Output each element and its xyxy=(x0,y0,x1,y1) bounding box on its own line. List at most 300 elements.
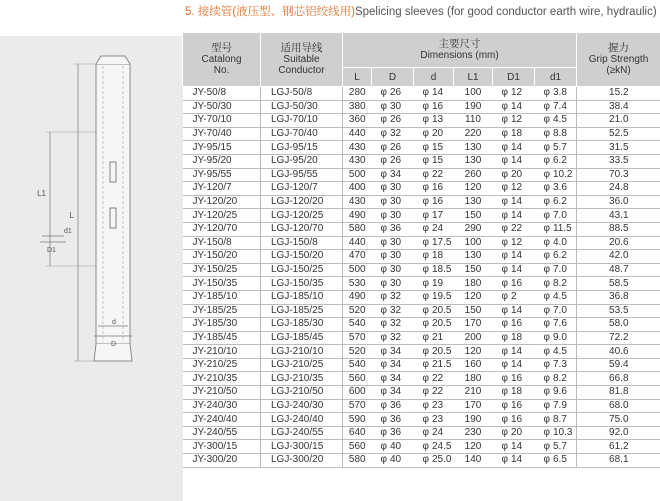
cell-d-inner xyxy=(414,154,454,168)
cell-value: LGJ-150/35 xyxy=(271,277,324,289)
cell-value: 30 xyxy=(389,196,402,208)
phi-symbol: φ xyxy=(422,87,429,99)
phi-symbol: φ xyxy=(543,264,550,276)
cell-l xyxy=(343,141,372,155)
phi-symbol: φ xyxy=(543,155,550,167)
phi-symbol: φ xyxy=(380,427,387,439)
cell-d-inner xyxy=(414,358,454,372)
cell-value: 210 xyxy=(464,386,482,398)
header-model-cn: 型号 xyxy=(211,42,232,54)
cell-l xyxy=(343,399,372,413)
cell-value: 13 xyxy=(431,114,444,126)
phi-symbol: φ xyxy=(422,413,429,425)
phi-symbol: φ xyxy=(422,304,429,316)
cell-value: 7.9 xyxy=(552,399,567,411)
cell-value: 2 xyxy=(510,291,517,303)
phi-symbol: φ xyxy=(422,250,429,262)
cell-value: 17.5 xyxy=(431,236,452,248)
cell-value: 7.0 xyxy=(552,264,567,276)
cell-l xyxy=(343,318,372,332)
cell-value: 36.0 xyxy=(609,196,629,208)
cell-d-outer xyxy=(372,127,414,141)
phi-symbol: φ xyxy=(380,304,387,316)
cell-value: 9.0 xyxy=(552,331,567,343)
cell-model xyxy=(183,222,261,236)
phi-symbol: φ xyxy=(501,87,508,99)
cell-d-outer xyxy=(372,168,414,182)
table-row xyxy=(183,250,660,264)
cell-value: 290 xyxy=(464,223,482,235)
table-row xyxy=(183,114,660,128)
cell-model xyxy=(183,331,261,345)
cell-grip xyxy=(577,331,660,345)
cell-value: 20.5 xyxy=(431,345,452,357)
cell-value: 8.7 xyxy=(552,413,567,425)
table-body xyxy=(183,87,660,468)
cell-d-inner xyxy=(414,440,454,454)
cell-d-outer xyxy=(372,87,414,101)
cell-value: JY-120/20 xyxy=(192,196,238,208)
cell-value: 32 xyxy=(389,331,402,343)
cell-value: 10.3 xyxy=(552,427,573,439)
cell-l xyxy=(343,250,372,264)
cell-l xyxy=(343,236,372,250)
cell-value: 6.5 xyxy=(552,454,567,466)
cell-d1-inner xyxy=(535,263,577,277)
cell-d-inner xyxy=(414,250,454,264)
cell-d1-inner xyxy=(535,331,577,345)
cell-value: 14 xyxy=(510,100,523,112)
subheader-l1: L1 xyxy=(454,68,493,87)
cell-value: 43.1 xyxy=(609,209,629,221)
section-title-en: Spelicing sleeves (for good conductor earth wire, hydraulic) xyxy=(354,6,657,18)
cell-d1-inner xyxy=(535,222,577,236)
table-row xyxy=(183,168,660,182)
cell-d-inner xyxy=(414,372,454,386)
cell-grip xyxy=(577,236,660,250)
cell-l1 xyxy=(454,222,493,236)
cell-model xyxy=(183,154,261,168)
cell-model xyxy=(183,454,261,468)
cell-d1-outer xyxy=(493,386,535,400)
cell-value: JY-150/35 xyxy=(192,277,238,289)
cell-l1 xyxy=(454,195,493,209)
phi-symbol: φ xyxy=(501,114,508,126)
cell-value: 31.5 xyxy=(609,141,629,153)
cell-d1-outer xyxy=(493,304,535,318)
cell-value: 430 xyxy=(348,155,366,167)
cell-value: 19.5 xyxy=(431,291,452,303)
cell-value: LGJ-185/10 xyxy=(271,291,324,303)
cell-value: LGJ-300/15 xyxy=(271,440,324,452)
cell-grip xyxy=(577,195,660,209)
cell-d1-outer xyxy=(493,222,535,236)
phi-symbol: φ xyxy=(380,114,387,126)
cell-value: 26 xyxy=(389,141,402,153)
phi-symbol: φ xyxy=(501,304,508,316)
cell-value: 21.0 xyxy=(609,114,629,126)
phi-symbol: φ xyxy=(422,141,429,153)
phi-symbol: φ xyxy=(543,141,550,153)
phi-symbol: φ xyxy=(422,291,429,303)
cell-d1-inner xyxy=(535,141,577,155)
cell-l1 xyxy=(454,454,493,468)
cell-model xyxy=(183,87,261,101)
cell-grip xyxy=(577,168,660,182)
cell-l xyxy=(343,426,372,440)
cell-l xyxy=(343,263,372,277)
cell-d-outer xyxy=(372,182,414,196)
cell-grip xyxy=(577,114,660,128)
cell-value: 22 xyxy=(431,168,444,180)
cell-value: LGJ-185/30 xyxy=(271,318,324,330)
cell-value: 40 xyxy=(389,440,402,452)
cell-value: JY-50/8 xyxy=(192,87,227,99)
cell-value: 360 xyxy=(348,114,366,126)
cell-value: 10.2 xyxy=(552,168,573,180)
cell-value: LGJ-50/30 xyxy=(271,100,318,112)
cell-value: JY-210/35 xyxy=(192,372,238,384)
cell-value: JY-300/15 xyxy=(192,440,238,452)
cell-d-inner xyxy=(414,195,454,209)
cell-d1-inner xyxy=(535,399,577,413)
cell-value: LGJ-95/15 xyxy=(271,141,318,153)
cell-value: JY-185/25 xyxy=(192,304,238,316)
cell-value: 500 xyxy=(348,264,366,276)
cell-value: JY-185/30 xyxy=(192,318,238,330)
cell-model xyxy=(183,182,261,196)
cell-conductor xyxy=(261,263,343,277)
cell-d-outer xyxy=(372,154,414,168)
cell-l xyxy=(343,386,372,400)
phi-symbol: φ xyxy=(543,386,550,398)
phi-symbol: φ xyxy=(543,87,550,99)
header-conductor-en1: Suitable xyxy=(283,54,320,65)
cell-value: 48.7 xyxy=(609,264,629,276)
cell-l xyxy=(343,209,372,223)
phi-symbol: φ xyxy=(422,345,429,357)
cell-d-inner xyxy=(414,386,454,400)
cell-model xyxy=(183,168,261,182)
cell-value: 20.6 xyxy=(609,236,629,248)
cell-d-outer xyxy=(372,263,414,277)
cell-value: 7.3 xyxy=(552,359,567,371)
phi-symbol: φ xyxy=(501,331,508,343)
cell-value: 20 xyxy=(431,128,444,140)
cell-value: 24.8 xyxy=(609,182,629,194)
phi-symbol: φ xyxy=(501,291,508,303)
cell-l1 xyxy=(454,87,493,101)
cell-l xyxy=(343,114,372,128)
table-row xyxy=(183,195,660,209)
phi-symbol: φ xyxy=(380,454,387,466)
phi-symbol: φ xyxy=(543,182,550,194)
cell-value: 30 xyxy=(389,277,402,289)
cell-value: 130 xyxy=(464,141,482,153)
cell-value: 32 xyxy=(389,291,402,303)
cell-d1-outer xyxy=(493,209,535,223)
cell-value: 59.4 xyxy=(609,359,629,371)
cell-l xyxy=(343,87,372,101)
table-row xyxy=(183,358,660,372)
cell-value: 15.2 xyxy=(609,87,629,99)
cell-value: 14 xyxy=(510,440,523,452)
cell-value: 440 xyxy=(348,236,366,248)
phi-symbol: φ xyxy=(501,399,508,411)
cell-d-inner xyxy=(414,127,454,141)
cell-value: 580 xyxy=(348,223,366,235)
cell-l1 xyxy=(454,127,493,141)
cell-d-inner xyxy=(414,222,454,236)
table-row xyxy=(183,372,660,386)
phi-symbol: φ xyxy=(422,399,429,411)
cell-grip xyxy=(577,318,660,332)
cell-l1 xyxy=(454,277,493,291)
subheader-d-outer: D xyxy=(372,68,414,87)
phi-symbol: φ xyxy=(501,345,508,357)
phi-symbol: φ xyxy=(501,182,508,194)
header-model-en1: Catalong xyxy=(201,54,242,65)
header-model-en2: No. xyxy=(213,65,230,76)
subheader-l: L xyxy=(343,68,372,87)
phi-symbol: φ xyxy=(501,223,508,235)
cell-l xyxy=(343,127,372,141)
cell-d1-inner xyxy=(535,426,577,440)
cell-d-outer xyxy=(372,386,414,400)
cell-value: 17 xyxy=(431,209,444,221)
cell-value: 230 xyxy=(464,427,482,439)
cell-conductor xyxy=(261,222,343,236)
table-row xyxy=(183,345,660,359)
cell-value: LGJ-70/10 xyxy=(271,114,318,126)
cell-grip xyxy=(577,141,660,155)
cell-value: 23 xyxy=(431,413,444,425)
cell-value: 33.5 xyxy=(609,155,629,167)
cell-value: JY-300/20 xyxy=(192,454,238,466)
phi-symbol: φ xyxy=(422,236,429,248)
cell-d-inner xyxy=(414,87,454,101)
phi-symbol: φ xyxy=(380,440,387,452)
cell-value: JY-240/30 xyxy=(192,399,238,411)
cell-l1 xyxy=(454,345,493,359)
cell-d-outer xyxy=(372,209,414,223)
cell-value: 21.5 xyxy=(431,359,452,371)
phi-symbol: φ xyxy=(543,440,550,452)
cell-value: JY-70/10 xyxy=(192,114,232,126)
cell-model xyxy=(183,358,261,372)
phi-symbol: φ xyxy=(501,264,508,276)
cell-d-outer xyxy=(372,236,414,250)
cell-value: 4.5 xyxy=(552,291,567,303)
table-row xyxy=(183,331,660,345)
cell-value: JY-210/10 xyxy=(192,345,238,357)
cell-value: 53.5 xyxy=(609,304,629,316)
cell-d-outer xyxy=(372,372,414,386)
table-row xyxy=(183,440,660,454)
cell-value: 170 xyxy=(464,399,482,411)
cell-value: 75.0 xyxy=(609,413,629,425)
cell-d-outer xyxy=(372,440,414,454)
cell-value: 23 xyxy=(431,399,444,411)
cell-l xyxy=(343,331,372,345)
cell-model xyxy=(183,426,261,440)
cell-value: JY-50/30 xyxy=(192,100,232,112)
cell-l1 xyxy=(454,331,493,345)
phi-symbol: φ xyxy=(380,372,387,384)
cell-d-outer xyxy=(372,304,414,318)
phi-symbol: φ xyxy=(380,345,387,357)
cell-d1-outer xyxy=(493,454,535,468)
cell-value: 34 xyxy=(389,345,402,357)
label-d: d xyxy=(112,319,116,326)
cell-l1 xyxy=(454,290,493,304)
phi-symbol: φ xyxy=(543,345,550,357)
cell-value: 3.6 xyxy=(552,182,567,194)
cell-value: JY-70/40 xyxy=(192,128,232,140)
phi-symbol: φ xyxy=(422,100,429,112)
cell-grip xyxy=(577,345,660,359)
cell-l1 xyxy=(454,154,493,168)
cell-value: 30 xyxy=(389,209,402,221)
table-row xyxy=(183,87,660,101)
cell-d-inner xyxy=(414,263,454,277)
cell-grip xyxy=(577,182,660,196)
cell-value: 120 xyxy=(464,440,482,452)
cell-value: 24.5 xyxy=(431,440,452,452)
cell-value: LGJ-210/35 xyxy=(271,372,324,384)
phi-symbol: φ xyxy=(422,168,429,180)
cell-value: 38.4 xyxy=(609,100,629,112)
cell-d1-inner xyxy=(535,87,577,101)
header-conductor-cn: 适用导线 xyxy=(280,42,323,54)
cell-model xyxy=(183,290,261,304)
cell-value: 4.0 xyxy=(552,236,567,248)
table-row xyxy=(183,386,660,400)
cell-value: 7.0 xyxy=(552,304,567,316)
cell-d1-outer xyxy=(493,331,535,345)
cell-value: 34 xyxy=(389,168,402,180)
cell-model xyxy=(183,209,261,223)
cell-value: 6.2 xyxy=(552,155,567,167)
table-row xyxy=(183,399,660,413)
cell-d1-outer xyxy=(493,250,535,264)
phi-symbol: φ xyxy=(543,413,550,425)
cell-d-inner xyxy=(414,413,454,427)
cell-d-outer xyxy=(372,399,414,413)
table-row xyxy=(183,263,660,277)
cell-d-inner xyxy=(414,236,454,250)
cell-value: 16 xyxy=(510,399,523,411)
cell-value: 22 xyxy=(431,372,444,384)
cell-conductor xyxy=(261,209,343,223)
cell-value: 34 xyxy=(389,372,402,384)
cell-value: 570 xyxy=(348,331,366,343)
cell-l xyxy=(343,358,372,372)
cell-value: 32 xyxy=(389,128,402,140)
phi-symbol: φ xyxy=(380,318,387,330)
cell-d-inner xyxy=(414,454,454,468)
cell-value: JY-95/55 xyxy=(192,168,232,180)
cell-value: LGJ-120/7 xyxy=(271,182,318,194)
cell-value: 16 xyxy=(510,318,523,330)
cell-value: LGJ-210/10 xyxy=(271,345,324,357)
cell-value: LGJ-210/50 xyxy=(271,386,324,398)
cell-value: LGJ-120/20 xyxy=(271,196,324,208)
cell-value: 140 xyxy=(464,454,482,466)
cell-d1-outer xyxy=(493,127,535,141)
cell-value: LGJ-210/25 xyxy=(271,359,324,371)
cell-conductor xyxy=(261,277,343,291)
cell-d1-inner xyxy=(535,154,577,168)
cell-value: 68.0 xyxy=(609,399,629,411)
table-row xyxy=(183,413,660,427)
phi-symbol: φ xyxy=(380,141,387,153)
cell-value: 5.7 xyxy=(552,440,567,452)
cell-d1-inner xyxy=(535,114,577,128)
cell-l1 xyxy=(454,358,493,372)
cell-conductor xyxy=(261,195,343,209)
cell-value: 18 xyxy=(510,331,523,343)
cell-conductor xyxy=(261,372,343,386)
cell-value: 120 xyxy=(464,182,482,194)
phi-symbol: φ xyxy=(422,440,429,452)
phi-symbol: φ xyxy=(543,331,550,343)
cell-d1-outer xyxy=(493,290,535,304)
phi-symbol: φ xyxy=(422,155,429,167)
cell-model xyxy=(183,250,261,264)
phi-symbol: φ xyxy=(501,454,508,466)
cell-value: 30 xyxy=(389,264,402,276)
cell-d1-outer xyxy=(493,277,535,291)
cell-value: 66.8 xyxy=(609,372,629,384)
cell-conductor xyxy=(261,454,343,468)
cell-value: 14 xyxy=(510,264,523,276)
phi-symbol: φ xyxy=(543,114,550,126)
cell-d-inner xyxy=(414,209,454,223)
phi-symbol: φ xyxy=(543,168,550,180)
cell-model xyxy=(183,399,261,413)
cell-value: JY-120/70 xyxy=(192,223,238,235)
cell-d-inner xyxy=(414,290,454,304)
cell-l1 xyxy=(454,114,493,128)
cell-model xyxy=(183,277,261,291)
cell-l1 xyxy=(454,426,493,440)
cell-value: 190 xyxy=(464,100,482,112)
cell-d-outer xyxy=(372,454,414,468)
cell-d-inner xyxy=(414,304,454,318)
table-header-row-1 xyxy=(183,33,660,68)
cell-grip xyxy=(577,209,660,223)
cell-value: LGJ-120/70 xyxy=(271,223,324,235)
cell-value: 180 xyxy=(464,277,482,289)
cell-value: 20.5 xyxy=(431,304,452,316)
phi-symbol: φ xyxy=(501,427,508,439)
cell-d-outer xyxy=(372,100,414,114)
cell-d1-outer xyxy=(493,182,535,196)
cell-l1 xyxy=(454,209,493,223)
cell-value: JY-150/25 xyxy=(192,264,238,276)
cell-value: 190 xyxy=(464,413,482,425)
cell-conductor xyxy=(261,168,343,182)
cell-value: 36.8 xyxy=(609,291,629,303)
phi-symbol: φ xyxy=(422,427,429,439)
cell-d1-inner xyxy=(535,386,577,400)
cell-value: 32 xyxy=(389,318,402,330)
cell-value: 440 xyxy=(348,128,366,140)
cell-l xyxy=(343,182,372,196)
cell-l1 xyxy=(454,440,493,454)
cell-d1-inner xyxy=(535,372,577,386)
